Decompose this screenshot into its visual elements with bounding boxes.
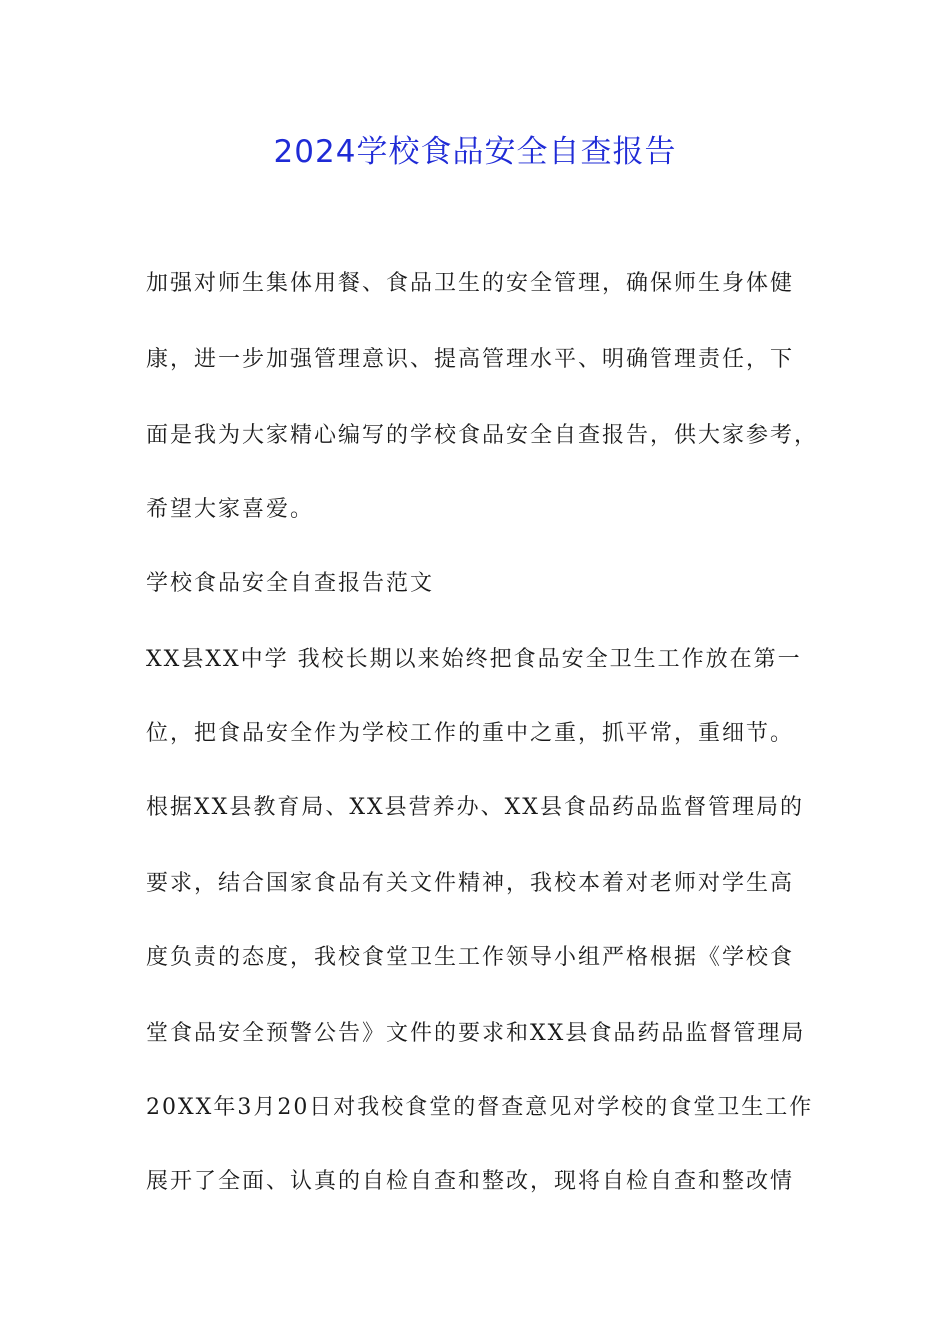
section-heading: 学校食品安全自查报告范文	[146, 571, 435, 596]
body-line: 展开了全面、认真的自检自查和整改，现将自检自查和整改情	[146, 1169, 795, 1194]
body-line: 20XX年3月20日对我校食堂的督查意见对学校的食堂卫生工作	[146, 1095, 814, 1120]
body-line: 根据XX县教育局、XX县营养办、XX县食品药品监督管理局的	[146, 795, 804, 820]
body-line: 要求，结合国家食品有关文件精神，我校本着对老师对学生高	[146, 871, 795, 896]
body-line: 面是我为大家精心编写的学校食品安全自查报告，供大家参考，	[146, 423, 819, 448]
body-line: 位，把食品安全作为学校工作的重中之重，抓平常，重细节。	[146, 721, 795, 746]
body-line: 加强对师生集体用餐、食品卫生的安全管理，确保师生身体健	[146, 271, 795, 296]
body-line: 度负责的态度，我校食堂卫生工作领导小组严格根据《学校食	[146, 945, 795, 970]
document-title: 2024学校食品安全自查报告	[273, 134, 677, 170]
body-line: 康，进一步加强管理意识、提高管理水平、明确管理责任，下	[146, 347, 795, 372]
body-line: 希望大家喜爱。	[146, 497, 315, 522]
body-line: XX县XX中学 我校长期以来始终把食品安全卫生工作放在第一	[146, 647, 802, 672]
body-line: 堂食品安全预警公告》文件的要求和XX县食品药品监督管理局	[146, 1021, 806, 1046]
